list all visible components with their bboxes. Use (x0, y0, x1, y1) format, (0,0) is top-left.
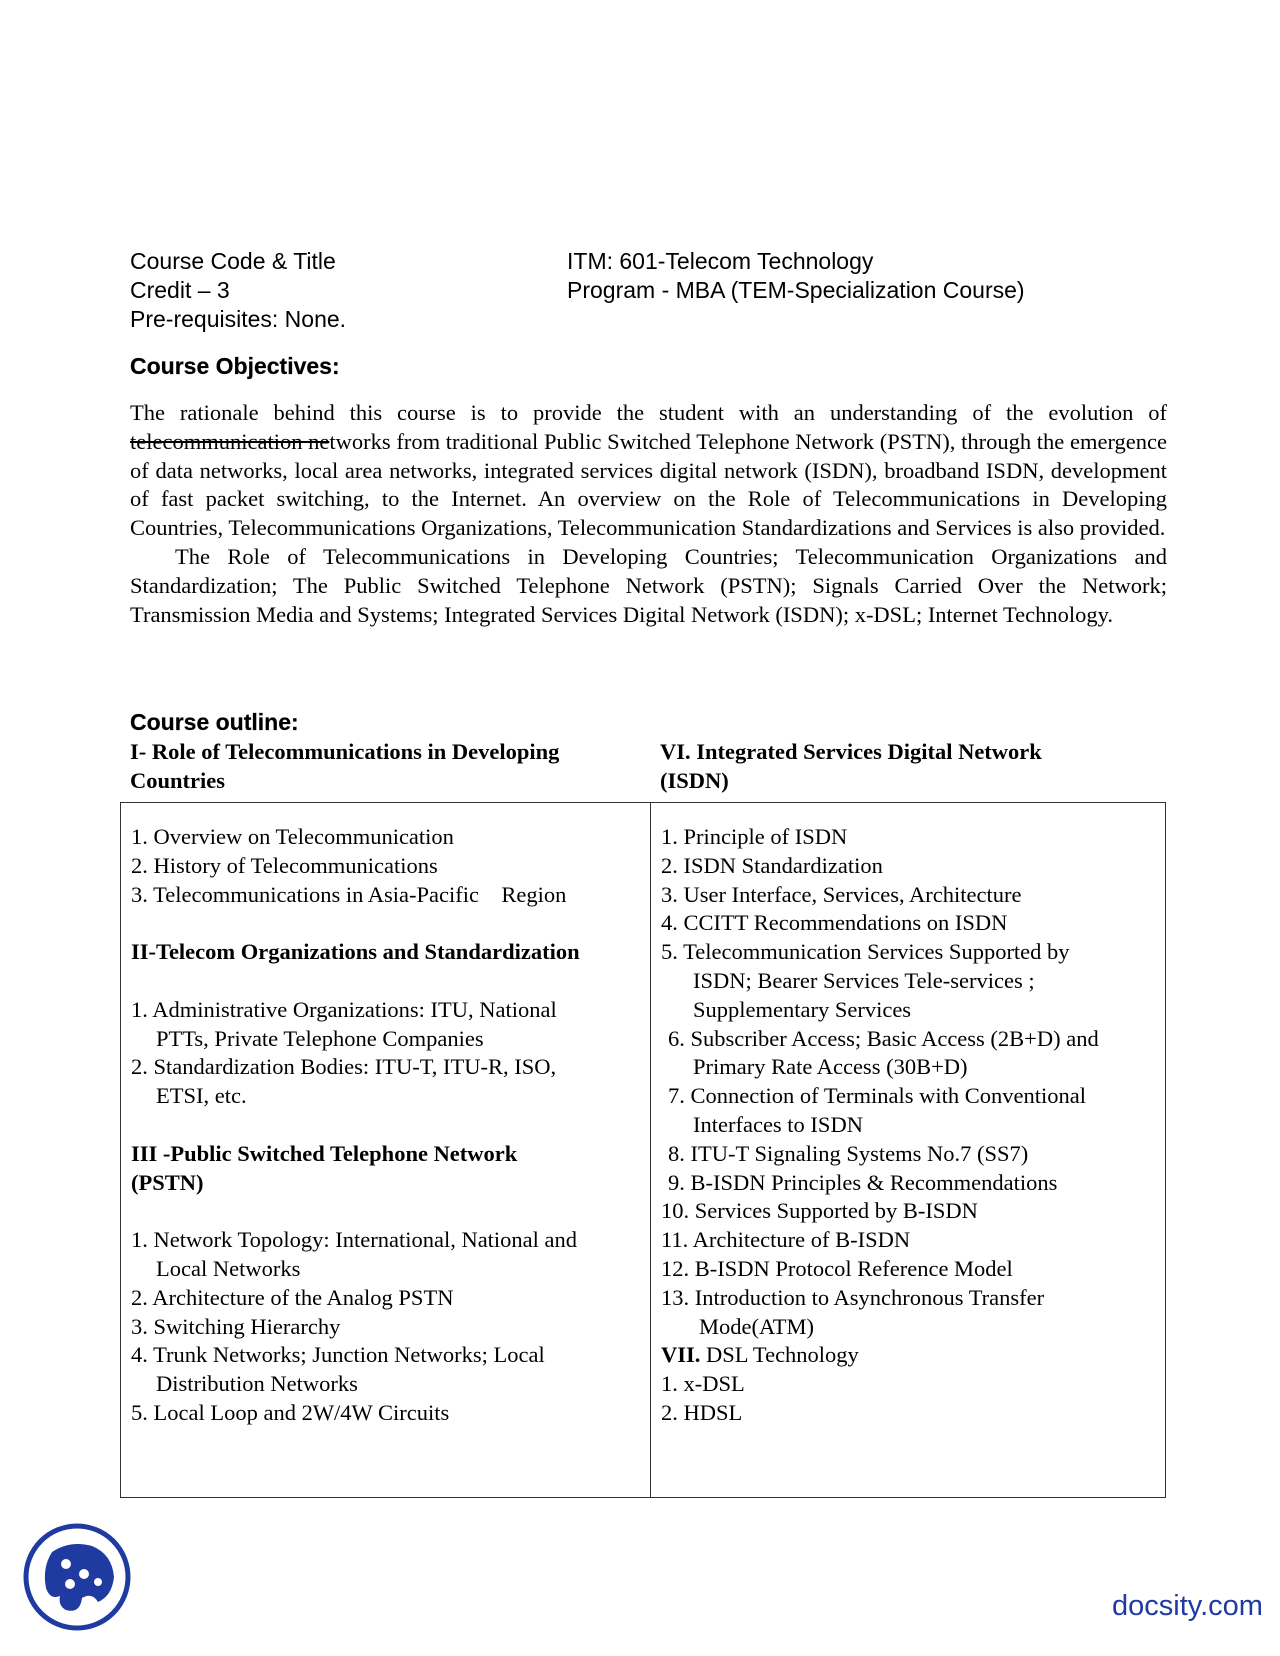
section-number: VII. (661, 1342, 701, 1368)
objectives-para1-intro: The rationale behind this course is to provide the student with an understanding of the evolution of (130, 400, 1167, 425)
right-header-line: (ISDN) (660, 768, 729, 793)
list-item: 4. CCITT Recommendations on ISDN (661, 910, 1008, 936)
list-item: 3. Telecommunications in Asia-Pacific Region (131, 881, 567, 907)
list-item: 2. HDSL (661, 1399, 743, 1425)
list-item-continuation: Mode(ATM) (699, 1313, 814, 1339)
list-item: 6. Subscriber Access; Basic Access (2B+D) and (668, 1025, 1099, 1051)
outline-left-column (131, 823, 651, 1428)
list-item: 1. x-DSL (661, 1371, 745, 1397)
course-code-value: ITM: 601-Telecom Technology (567, 248, 874, 274)
logo-dot (94, 1578, 102, 1586)
right-header-line: VI. Integrated Services Digital Network (660, 739, 1042, 764)
outline-right-column (661, 823, 1161, 1428)
objectives-paragraph-2: The Role of Telecommunications in Developing Countries; Telecommunication Organizations and Standardization; The Public Switched Telephone Network (PSTN); Signals Carried Over the Network; Transmission Media and Systems; Integrated Services Digital Network (ISDN); x-DSL; Internet Technology. (130, 543, 1167, 627)
section-title: II-Telecom Organizations and Standardization (131, 939, 580, 965)
list-item: 9. B-ISDN Principles & Recommendations (668, 1169, 1058, 1195)
list-item: 13. Introduction to Asynchronous Transfer (661, 1284, 1045, 1310)
list-item: 2. History of Telecommunications (131, 852, 438, 878)
left-header-line: Countries (130, 768, 225, 793)
objectives-para1-strikethrough: telecommunication ne (130, 428, 330, 454)
objectives-paragraph-1 (130, 399, 1167, 543)
left-header-line: I- Role of Telecommunications in Developing (130, 739, 560, 764)
prerequisites-label: Pre-requisites: None. (130, 306, 347, 332)
list-item-continuation: Local Networks (156, 1255, 301, 1281)
section-title: III -Public Switched Telephone Network (131, 1140, 518, 1166)
header-row (130, 276, 1130, 305)
list-item-continuation: Interfaces to ISDN (693, 1111, 863, 1137)
spacer (131, 1197, 651, 1226)
section-title-text: DSL Technology (700, 1342, 859, 1368)
list-item: 1. Principle of ISDN (661, 824, 848, 849)
list-item-continuation: Supplementary Services (693, 996, 912, 1022)
logo-dot (65, 1579, 75, 1589)
spacer (131, 1111, 651, 1140)
list-item: 10. Services Supported by B-ISDN (661, 1198, 978, 1224)
spacer (131, 909, 651, 938)
header-row (130, 247, 1130, 276)
list-item: 4. Trunk Networks; Junction Networks; Local (131, 1342, 545, 1368)
list-item: 3. Switching Hierarchy (131, 1313, 341, 1339)
list-item: 5. Local Loop and 2W/4W Circuits (131, 1399, 450, 1425)
list-item: 2. ISDN Standardization (661, 852, 883, 878)
list-item: 1. Network Topology: International, National and (131, 1227, 578, 1253)
list-item: 5. Telecommunication Services Supported by (661, 939, 1070, 965)
list-item-continuation: ETSI, etc. (156, 1083, 247, 1109)
credit-label: Credit – 3 (130, 277, 230, 303)
program-value: Program - MBA (TEM-Specialization Course) (567, 277, 1025, 303)
left-column-header (130, 737, 630, 795)
right-column-header (660, 737, 1120, 795)
docsity-brand-link[interactable]: docsity.com (1112, 1590, 1263, 1622)
objectives-para1-rest: tworks from traditional Public Switched Telephone Network (PSTN), through the emergence of data networks, local area networks, integrated services digital network (ISDN), broadband ISDN, development of fast packet switching, to the Internet. An overview on the Role of Telecommunications in Developing Countries, Telecommunications Organizations, Telecommunication Standardizations and Services is also provided. (130, 428, 1167, 541)
docsity-logo-icon[interactable] (22, 1522, 132, 1632)
list-item: 2. Standardization Bodies: ITU-T, ITU-R, ISO, (131, 1054, 557, 1080)
list-item: 7. Connection of Terminals with Conventional (668, 1083, 1086, 1109)
outline-table (120, 802, 1166, 1498)
spacer (131, 967, 651, 996)
objectives-text (130, 399, 1167, 629)
header-row (130, 305, 1130, 334)
list-item-continuation: ISDN; Bearer Services Tele-services ; (693, 967, 1035, 993)
list-item: 1. Administrative Organizations: ITU, National (131, 996, 557, 1022)
list-item-continuation: Distribution Networks (156, 1371, 358, 1397)
list-item: 12. B-ISDN Protocol Reference Model (661, 1255, 1013, 1281)
list-item: 1. Overview on Telecommunication (131, 824, 454, 849)
list-item: 2. Architecture of the Analog PSTN (131, 1284, 454, 1310)
objectives-heading: Course Objectives: (130, 353, 340, 379)
course-header (130, 247, 1130, 334)
course-code-label: Course Code & Title (130, 248, 336, 274)
logo-dot (61, 1559, 71, 1569)
list-item-continuation: PTTs, Private Telephone Companies (156, 1025, 484, 1051)
outline-heading: Course outline: (130, 709, 299, 735)
section-title (661, 1341, 1161, 1370)
list-item-continuation: Primary Rate Access (30B+D) (693, 1054, 968, 1080)
list-item: 11. Architecture of B-ISDN (661, 1227, 911, 1253)
list-item: 8. ITU-T Signaling Systems No.7 (SS7) (668, 1140, 1029, 1166)
section-title: (PSTN) (131, 1169, 204, 1195)
logo-dot (79, 1569, 89, 1579)
list-item: 3. User Interface, Services, Architecture (661, 881, 1022, 907)
